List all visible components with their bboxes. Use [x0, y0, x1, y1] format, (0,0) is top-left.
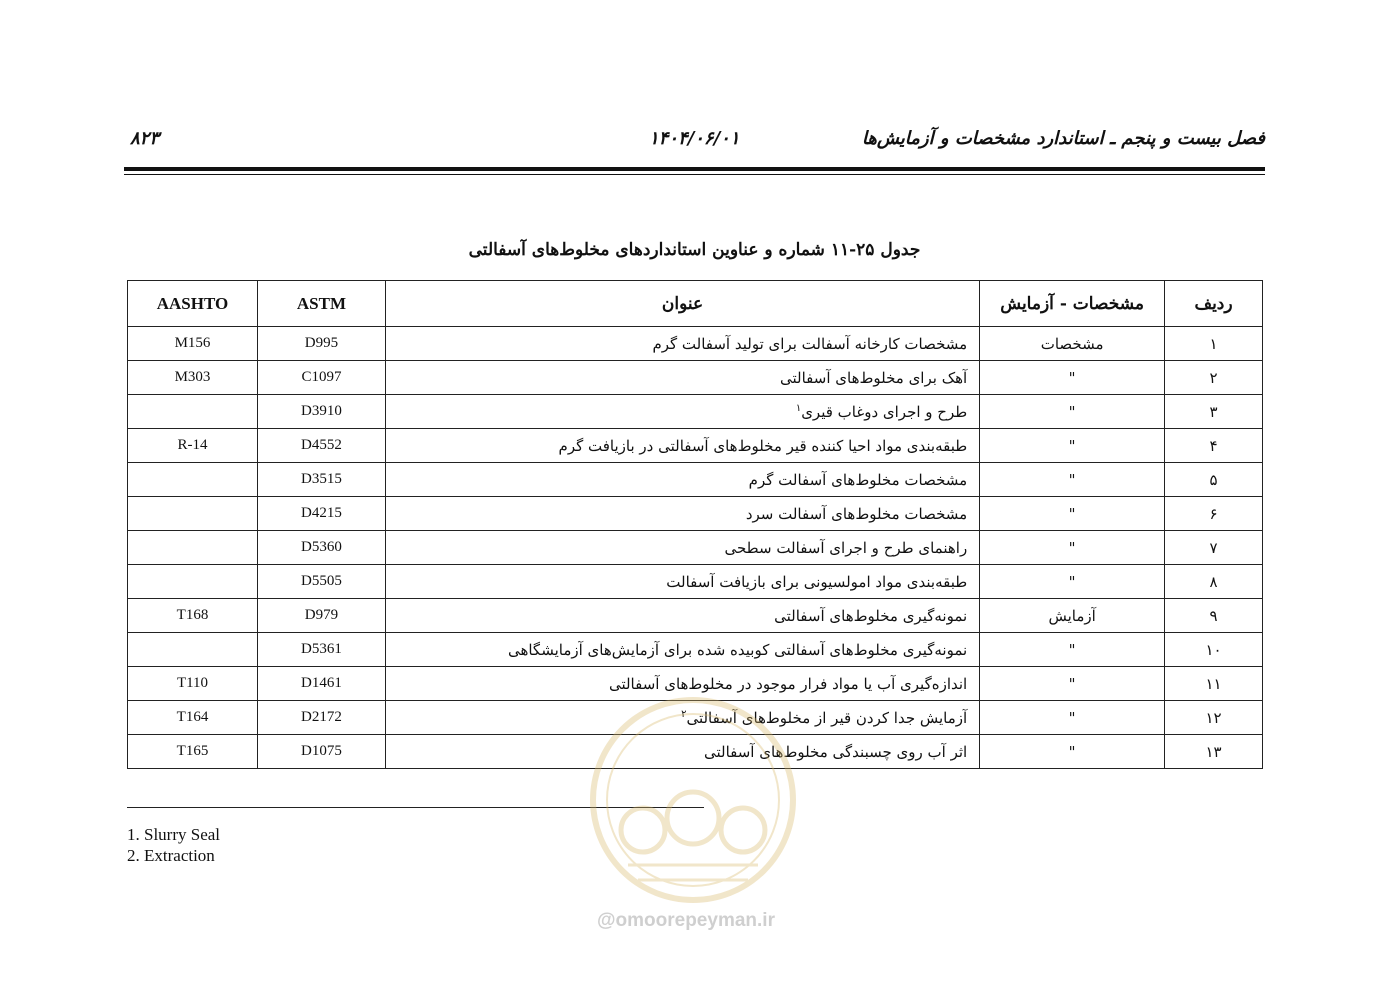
cell-type: " — [980, 531, 1165, 565]
cell-title: راهنمای طرح و اجرای آسفالت سطحی — [385, 531, 979, 565]
header-rule-thick — [124, 167, 1265, 171]
cell-row-number: ۱ — [1165, 327, 1263, 361]
footnote-marker: ۲ — [681, 708, 687, 720]
cell-aashto — [128, 463, 258, 497]
cell-title: نمونه‌گیری مخلوط‌های آسفالتی کوبیده شده برای آزمایش‌های آزمایشگاهی — [385, 633, 979, 667]
table-row — [128, 497, 1263, 531]
cell-row-number: ۲ — [1165, 361, 1263, 395]
cell-aashto: M303 — [128, 361, 258, 395]
cell-title: مشخصات مخلوط‌های آسفالت گرم — [385, 463, 979, 497]
cell-astm: D1075 — [257, 735, 385, 769]
cell-title: اندازه‌گیری آب یا مواد فرار موجود در مخلوط‌های آسفالتی — [385, 667, 979, 701]
cell-type: " — [980, 497, 1165, 531]
cell-title: نمونه‌گیری مخلوط‌های آسفالتی — [385, 599, 979, 633]
cell-aashto — [128, 565, 258, 599]
cell-title: طبقه‌بندی مواد امولسیونی برای بازیافت آسفالت — [385, 565, 979, 599]
cell-aashto: T110 — [128, 667, 258, 701]
cell-type: " — [980, 361, 1165, 395]
cell-astm: D3515 — [257, 463, 385, 497]
cell-aashto: M156 — [128, 327, 258, 361]
page-number: ۸۲۳ — [130, 128, 160, 149]
cell-aashto — [128, 531, 258, 565]
cell-type: " — [980, 633, 1165, 667]
standards-table — [127, 280, 1263, 769]
cell-astm: D3910 — [257, 395, 385, 429]
cell-row-number: ۱۲ — [1165, 701, 1263, 735]
table-row — [128, 429, 1263, 463]
cell-row-number: ۳ — [1165, 395, 1263, 429]
table-row — [128, 565, 1263, 599]
table-row — [128, 531, 1263, 565]
cell-row-number: ۱۰ — [1165, 633, 1263, 667]
cell-type: " — [980, 735, 1165, 769]
footnote-1: 1. Slurry Seal — [127, 825, 221, 844]
cell-aashto: R-14 — [128, 429, 258, 463]
cell-astm: C1097 — [257, 361, 385, 395]
cell-title: آزمایش جدا کردن قیر از مخلوط‌های آسفالتی$^۲$ — [385, 701, 979, 735]
cell-astm: D2172 — [257, 701, 385, 735]
footnote-marker: ۱ — [795, 402, 802, 414]
cell-type: آزمایش — [980, 599, 1165, 633]
cell-row-number: ۸ — [1165, 565, 1263, 599]
footnotes — [127, 824, 220, 866]
cell-aashto — [128, 497, 258, 531]
cell-astm: D4552 — [257, 429, 385, 463]
header-astm: ASTM — [257, 281, 385, 327]
cell-type: " — [980, 701, 1165, 735]
cell-type: مشخصات — [980, 327, 1165, 361]
header-type: مشخصات - آزمایش — [980, 281, 1165, 327]
watermark-text: @omoorepeyman.ir — [597, 910, 775, 931]
cell-type: " — [980, 463, 1165, 497]
table-row — [128, 327, 1263, 361]
cell-astm: D1461 — [257, 667, 385, 701]
cell-astm: D4215 — [257, 497, 385, 531]
cell-title: طرح و اجرای دوغاب قیری$^۱$ — [385, 395, 979, 429]
cell-astm: D979 — [257, 599, 385, 633]
cell-row-number: ۷ — [1165, 531, 1263, 565]
cell-astm: D5361 — [257, 633, 385, 667]
cell-title: اثر آب روی چسبندگی مخلوط‌های آسفالتی — [385, 735, 979, 769]
header-title: عنوان — [385, 281, 979, 327]
cell-type: " — [980, 395, 1165, 429]
table-row — [128, 701, 1263, 735]
cell-type: " — [980, 429, 1165, 463]
header-aashto: AASHTO — [128, 281, 258, 327]
table-row — [128, 633, 1263, 667]
footnote-rule — [127, 807, 704, 808]
cell-row-number: ۱۱ — [1165, 667, 1263, 701]
header-row-number: ردیف — [1165, 281, 1263, 327]
cell-aashto — [128, 633, 258, 667]
header-rule-thin — [124, 174, 1265, 175]
cell-astm: D5360 — [257, 531, 385, 565]
cell-aashto: T168 — [128, 599, 258, 633]
cell-type: " — [980, 565, 1165, 599]
cell-aashto: T165 — [128, 735, 258, 769]
table-row — [128, 735, 1263, 769]
document-date: ۱۴۰۴/۰۶/۰۱ — [649, 128, 740, 149]
cell-aashto: T164 — [128, 701, 258, 735]
table-row — [128, 599, 1263, 633]
cell-title: مشخصات مخلوط‌های آسفالت سرد — [385, 497, 979, 531]
cell-row-number: ۵ — [1165, 463, 1263, 497]
page-header — [125, 128, 1265, 158]
cell-row-number: ۹ — [1165, 599, 1263, 633]
table-caption: جدول ۲۵-۱۱ شماره و عناوین استانداردهای مخلوط‌های آسفالتی — [468, 240, 921, 260]
chapter-title: فصل بیست و پنجم ـ استاندارد مشخصات و آزمایش‌ها — [861, 128, 1265, 149]
cell-aashto — [128, 395, 258, 429]
cell-row-number: ۱۳ — [1165, 735, 1263, 769]
cell-title: طبقه‌بندی مواد احیا کننده قیر مخلوط‌های آسفالتی در بازیافت گرم — [385, 429, 979, 463]
table-row — [128, 395, 1263, 429]
table-row — [128, 667, 1263, 701]
footnote-2: 2. Extraction — [127, 846, 215, 865]
table-header-row — [128, 281, 1263, 327]
cell-astm: D995 — [257, 327, 385, 361]
cell-row-number: ۶ — [1165, 497, 1263, 531]
cell-row-number: ۴ — [1165, 429, 1263, 463]
cell-type: " — [980, 667, 1165, 701]
table-row — [128, 463, 1263, 497]
cell-astm: D5505 — [257, 565, 385, 599]
cell-title: آهک برای مخلوط‌های آسفالتی — [385, 361, 979, 395]
table-row — [128, 361, 1263, 395]
cell-title: مشخصات کارخانه آسفالت برای تولید آسفالت گرم — [385, 327, 979, 361]
